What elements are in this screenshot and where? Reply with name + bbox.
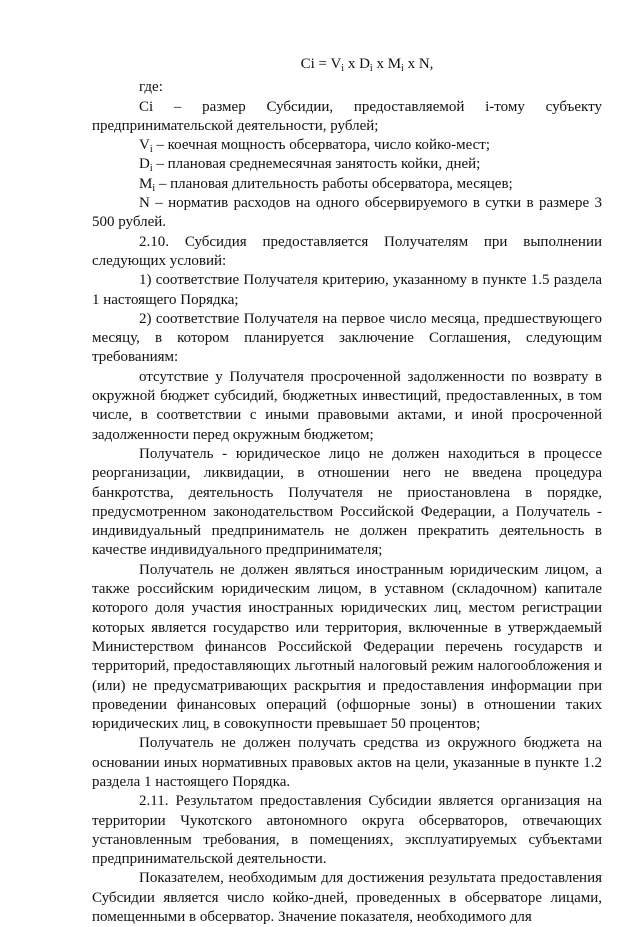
variable-letter: V — [139, 137, 150, 154]
formula-part: x N, — [403, 56, 434, 72]
requirement-no-debt: отсутствие у Получателя просроченной задолженности по возврату в окружной бюджет субсидий, бюджетных инвестиций, предоставленных, в том числе, в соответствии с иными правовыми актами, и иной просроченной задолженности перед окружным бюджетом; — [92, 368, 602, 443]
formula-part: Ci = V — [300, 56, 342, 72]
formula-subscript: i — [401, 63, 404, 74]
paragraph-2-10: 2.10. Субсидия предоставляется Получателям при выполнении следующих условий: — [92, 233, 602, 269]
formula-part: x D — [344, 56, 370, 72]
where-label: где: — [139, 79, 163, 96]
condition-2: 2) соответствие Получателя на первое число месяца, предшествующего месяцу, в котором планируется заключение Соглашения, следующим требованиям: — [92, 310, 602, 366]
requirement-no-other-funds: Получатель не должен получать средства из окружного бюджета на основании иных нормативных правовых актов на цели, указанные в пункте 1.2 раздела 1 настоящего Порядка. — [92, 735, 602, 790]
variable-subscript: i — [149, 163, 153, 175]
definition-vi — [92, 136, 602, 155]
formula-subscript: i — [341, 63, 345, 74]
variable-letter: M — [139, 175, 153, 192]
definition-ci: Ci – размер Субсидии, предоставляемой i-тому субъекту предпринимательской деятельности, рублей; — [92, 98, 602, 134]
variable-subscript: i — [152, 182, 156, 194]
condition-1: 1) соответствие Получателя критерию, указанному в пункте 1.5 раздела 1 настоящего Порядка; — [92, 272, 602, 308]
paragraph-indicator: Показателем, необходимым для достижения результата предоставления Субсидии является число койко-дней, проведенных в обсерваторе лицами, помещенными в обсерватор. Значение показателя, необходимого для — [92, 870, 602, 926]
definition-text: – коечная мощность обсерватора, число койко-мест; — [152, 137, 490, 154]
requirement-no-reorganization: Получатель - юридическое лицо не должен находиться в процессе реорганизации, ликвидации, в отношении него не введена процедура банкротства, деятельность Получателя не приостановлена в порядке, предусмотренном законодательством Российской Федерации, а Получатель - индивидуальный предприниматель не должен прекратить деятельность в качестве индивидуального предпринимателя; — [92, 445, 602, 559]
variable-letter: D — [139, 156, 150, 173]
definition-di — [92, 155, 602, 174]
definition-n: N – норматив расходов на одного обсервируемого в сутки в размере 3 500 рублей. — [92, 195, 602, 231]
subsidy-formula — [92, 55, 602, 74]
definition-mi — [92, 175, 602, 194]
formula-part: x M — [372, 56, 402, 72]
definition-text: – плановая длительность работы обсерватора, месяцев; — [155, 175, 513, 192]
requirement-not-foreign: Получатель не должен являться иностранным юридическим лицом, а также российским юридическим лицом, в уставном (складочном) капитале которого доля участия иностранных юридических лиц, местом регистрации которых является государство или территория, включенные в утверждаемый Министерством финансов Российской Федерации перечень государств и территорий, предоставляющих льготный налоговый режим налогообложения и (или) не предусматривающих раскрытия и предоставления информации при проведении финансовых операций (офшорные зоны) в отношении таких юридических лиц, в совокупности превышает 50 процентов; — [92, 561, 602, 733]
variable-subscript: i — [149, 144, 153, 156]
formula-subscript: i — [369, 63, 373, 74]
paragraph-2-11: 2.11. Результатом предоставления Субсидии является организация на территории Чукотского автономного округа обсерваторов, отвечающих установленным требования, в помещениях, эксплуатируемых субъектами предпринимательской деятельности. — [92, 793, 602, 868]
definition-text: – плановая среднемесячная занятость койки, дней; — [152, 156, 481, 173]
